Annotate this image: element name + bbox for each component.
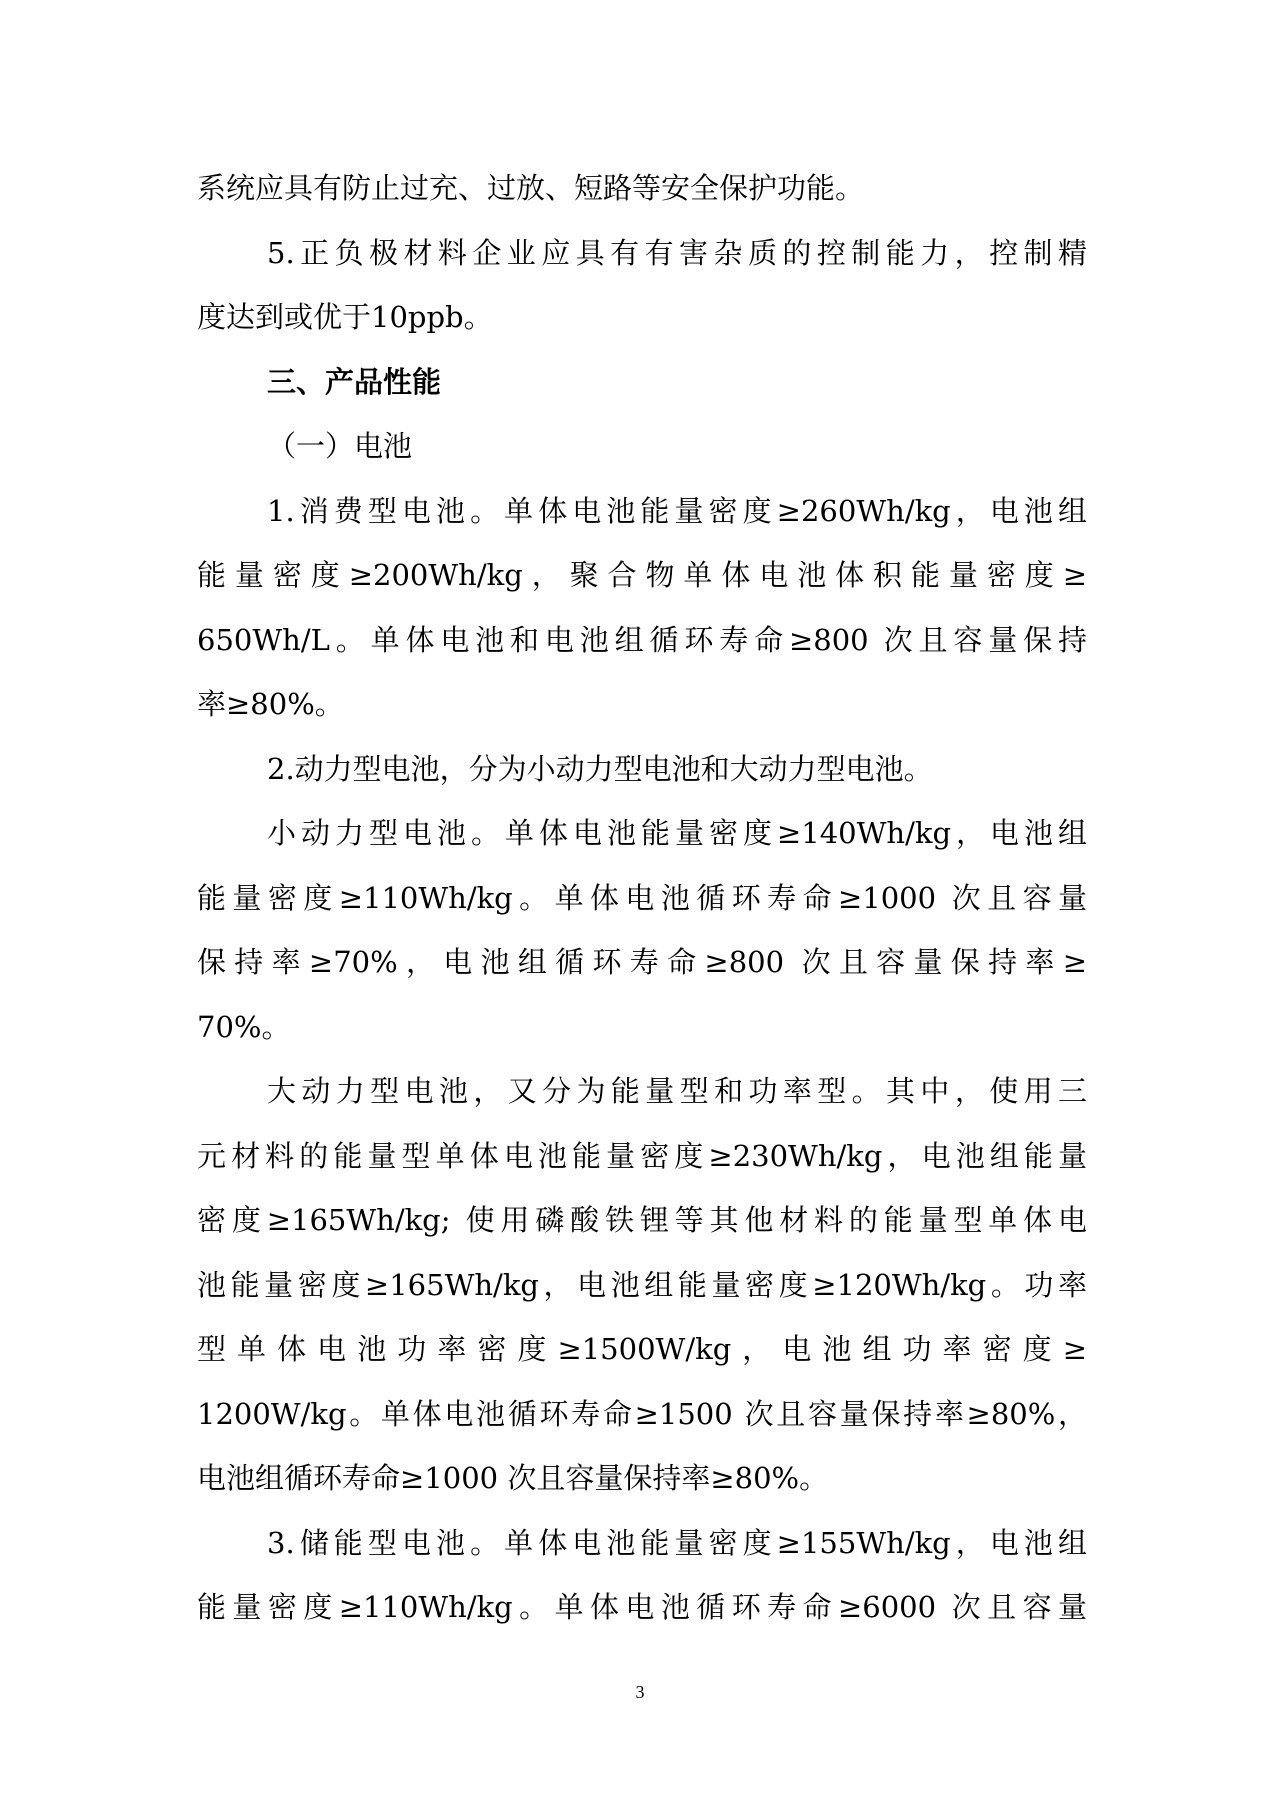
page-number: 3	[635, 1682, 645, 1702]
document-body	[197, 168, 1087, 1652]
line-text: 5.正负极材料企业应具有有害杂质的控制能力，控制精	[267, 235, 1087, 270]
body-line	[197, 233, 1087, 298]
line-text: 1200W/kg。单体电池循环寿命≥1500 次且容量保持率≥80%，	[197, 1396, 1087, 1431]
body-line	[197, 813, 1087, 878]
body-line	[197, 684, 1087, 749]
line-text: 1.消费型电池。单体电池能量密度≥260Wh/kg，电池组	[267, 493, 1087, 528]
line-text: 型单体电池功率密度≥1500W/kg，电池组功率密度≥	[197, 1332, 1087, 1366]
line-text: 2.动力型电池，分为小动力型电池和大动力型电池。	[267, 751, 933, 786]
line-text: 能量密度≥110Wh/kg。单体电池循环寿命≥6000 次且容量	[197, 1590, 1087, 1624]
body-line	[197, 1200, 1087, 1265]
body-line	[197, 1458, 1087, 1523]
body-line	[197, 1136, 1087, 1201]
line-text: 小动力型电池。单体电池能量密度≥140Wh/kg，电池组	[267, 816, 1087, 850]
line-text: 能量密度≥200Wh/kg，聚合物单体电池体积能量密度≥	[197, 558, 1087, 592]
subsection-heading	[197, 426, 1087, 491]
line-text: 电池组循环寿命≥1000 次且容量保持率≥80%。	[197, 1461, 829, 1495]
line-text: 池能量密度≥165Wh/kg，电池组能量密度≥120Wh/kg。功率	[197, 1267, 1087, 1302]
line-text: 密度≥165Wh/kg; 使用磷酸铁锂等其他材料的能量型单体电	[197, 1203, 1087, 1237]
body-line	[197, 555, 1087, 620]
body-line	[197, 942, 1087, 1007]
section-heading	[197, 362, 1087, 427]
line-text: 能量密度≥110Wh/kg。单体电池循环寿命≥1000 次且容量	[197, 880, 1087, 915]
line-text: 元材料的能量型单体电池能量密度≥230Wh/kg，电池组能量	[197, 1138, 1087, 1173]
line-text: 系统应具有防止过充、过放、短路等安全保护功能。	[197, 171, 865, 205]
line-text: 70%。	[197, 1009, 291, 1044]
body-line	[197, 1587, 1087, 1652]
body-line	[197, 297, 1087, 362]
body-line	[197, 1265, 1087, 1330]
line-text: 大动力型电池，又分为能量型和功率型。其中，使用三	[267, 1074, 1087, 1108]
subsection-heading-text: （一）电池	[267, 429, 413, 463]
line-text: 650Wh/L。单体电池和电池组循环寿命≥800 次且容量保持	[197, 622, 1087, 657]
section-heading-text: 三、产品性能	[267, 364, 442, 399]
line-text: 度达到或优于10ppb。	[197, 300, 493, 334]
body-line	[197, 491, 1087, 556]
body-line	[197, 749, 1087, 814]
line-text: 3.储能型电池。单体电池能量密度≥155Wh/kg，电池组	[267, 1525, 1087, 1560]
body-line	[197, 1523, 1087, 1588]
body-line	[197, 1071, 1087, 1136]
body-line	[197, 168, 1087, 233]
line-text: 率≥80%。	[197, 687, 344, 721]
body-line	[197, 1329, 1087, 1394]
body-line	[197, 1394, 1087, 1459]
body-line	[197, 1007, 1087, 1072]
line-text: 保持率≥70%，电池组循环寿命≥800 次且容量保持率≥	[197, 945, 1087, 979]
body-line	[197, 620, 1087, 685]
body-line	[197, 878, 1087, 943]
